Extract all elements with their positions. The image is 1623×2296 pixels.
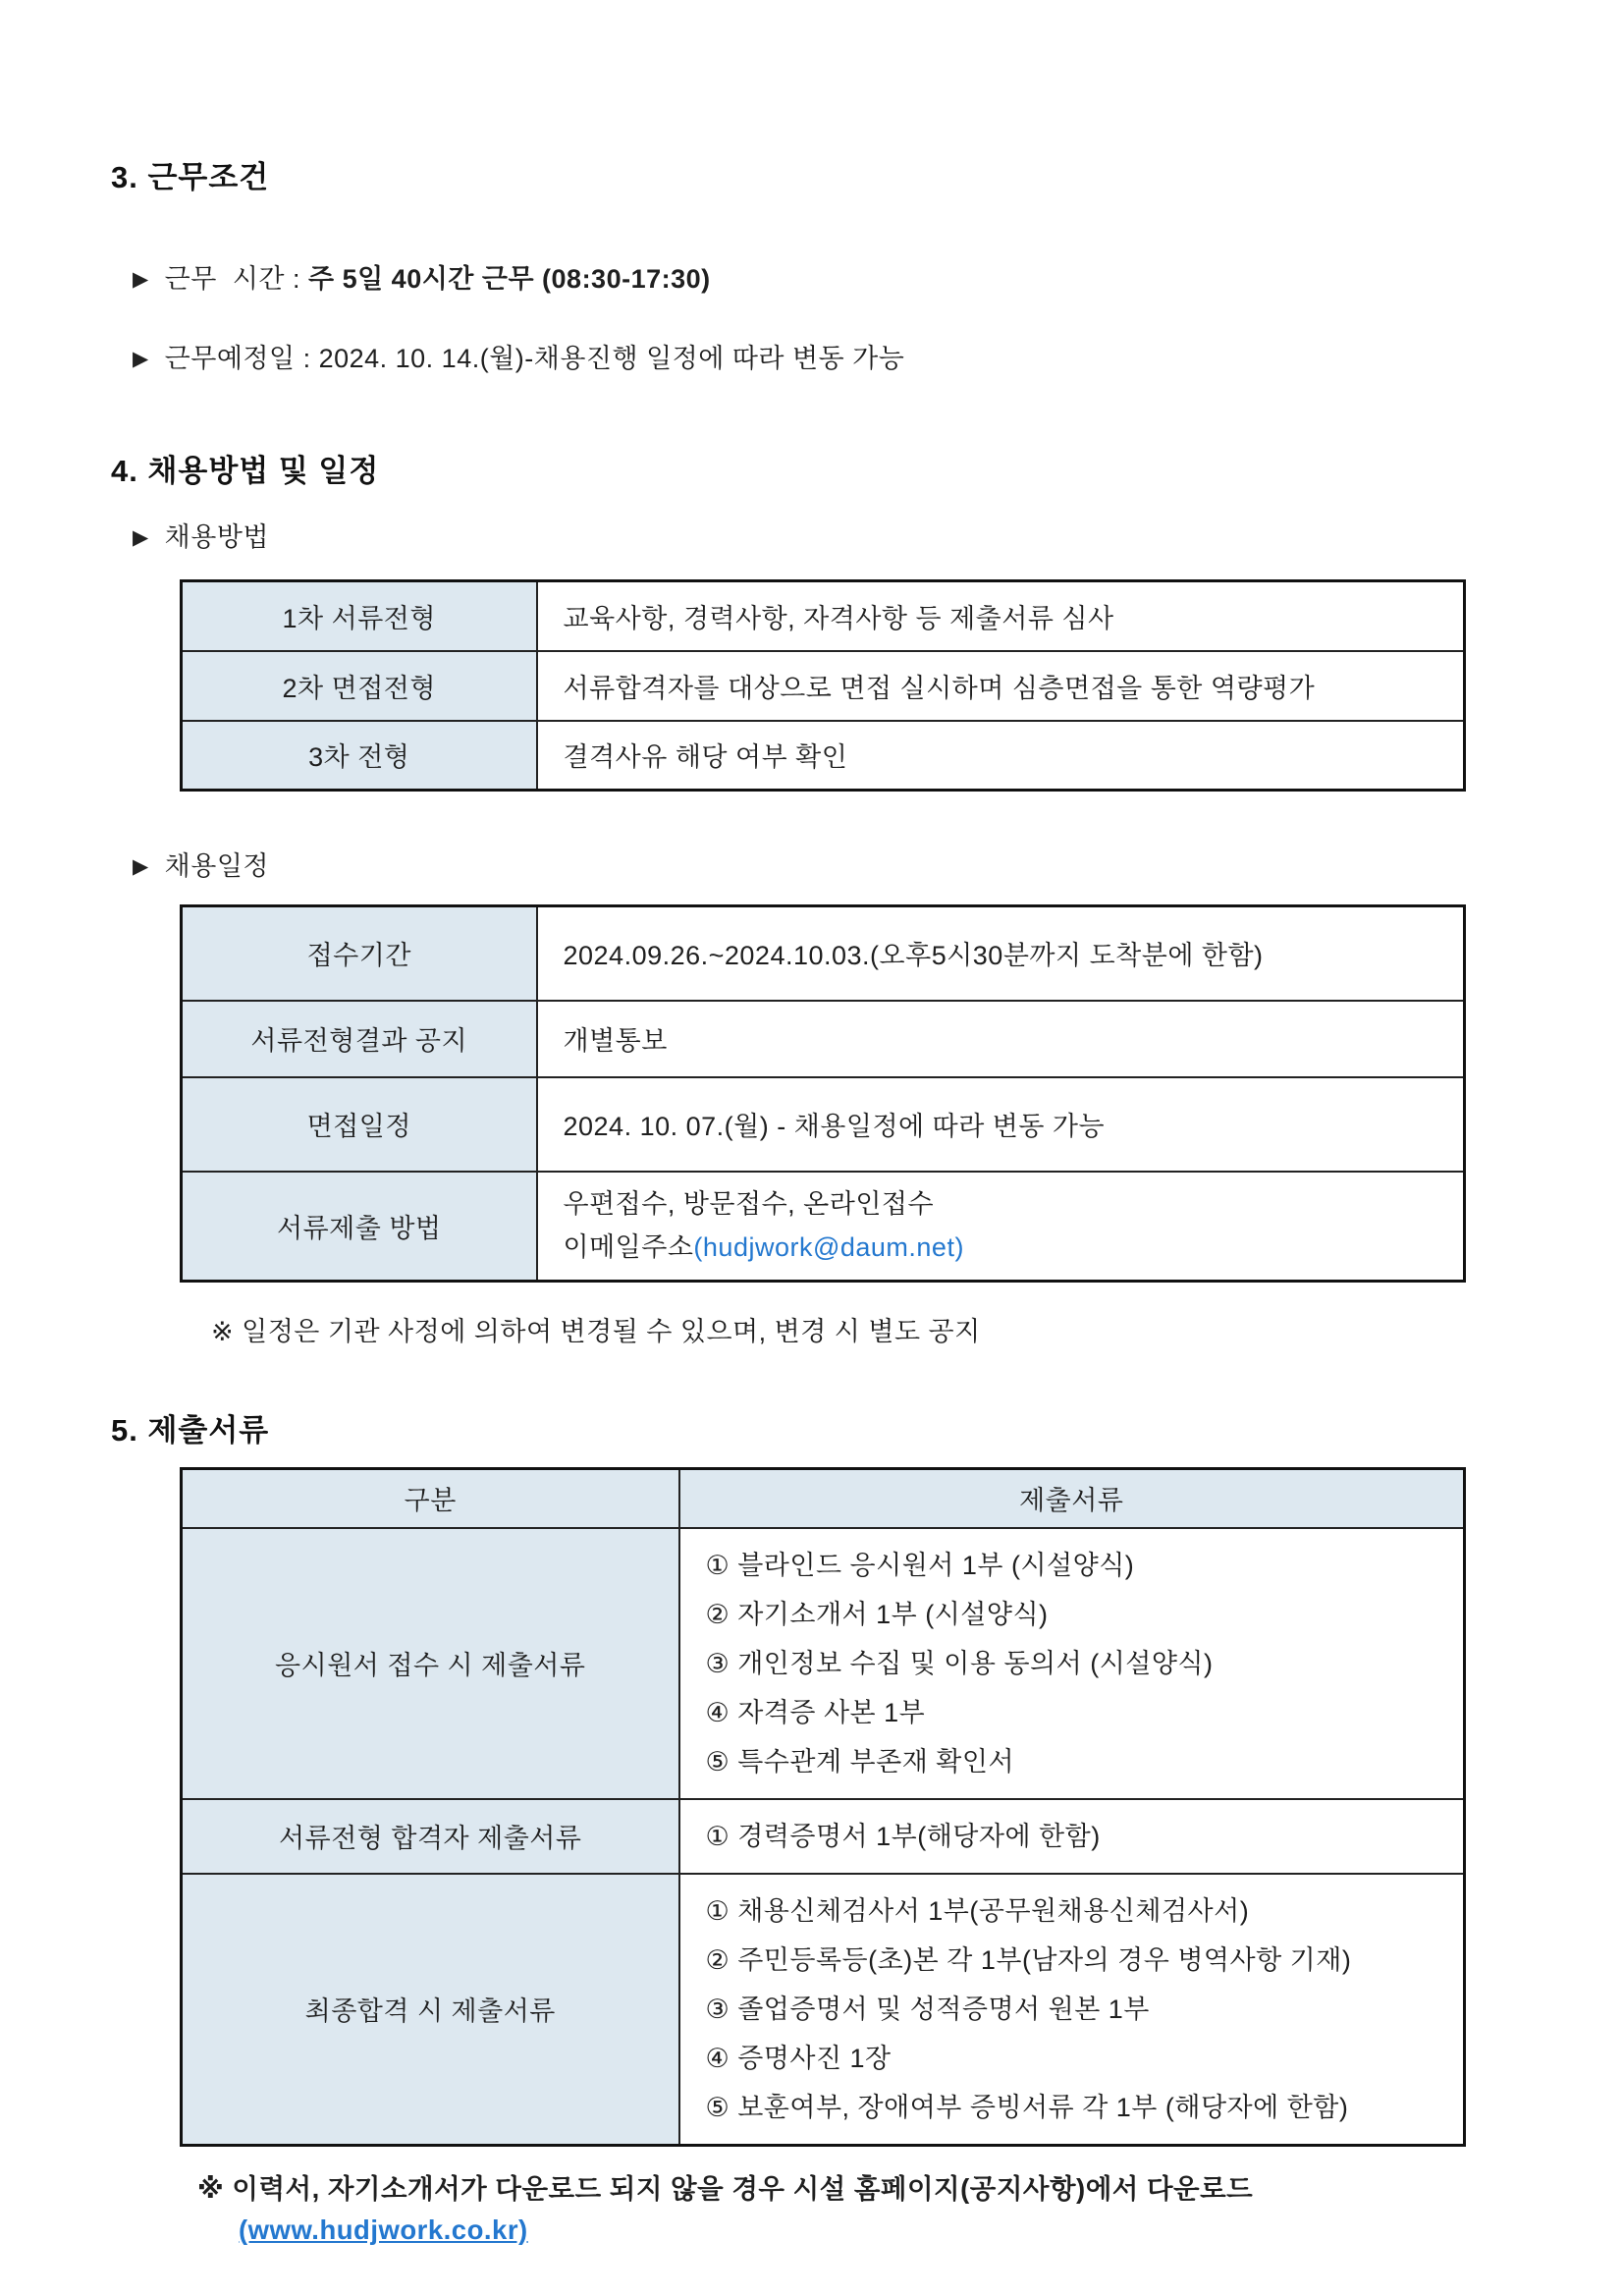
method-stage-label: 2차 면접전형 bbox=[182, 651, 537, 721]
method-stage-desc: 결격사유 해당 여부 확인 bbox=[537, 721, 1465, 791]
list-item: ④ 증명사진 1장 bbox=[705, 2043, 892, 2073]
schedule-label: 접수기간 bbox=[182, 906, 537, 1001]
list-item: ② 자기소개서 1부 (시설양식) bbox=[705, 1599, 1049, 1629]
table-row bbox=[182, 651, 1465, 721]
submission-items-cell bbox=[679, 1874, 1465, 2146]
table-row bbox=[182, 1077, 1465, 1172]
list-item: ③ 개인정보 수집 및 이용 동의서 (시설양식) bbox=[705, 1648, 1214, 1678]
schedule-label: 서류전형결과 공지 bbox=[182, 1001, 537, 1077]
column-header-documents: 제출서류 bbox=[679, 1469, 1465, 1528]
work-hours-line bbox=[133, 257, 1564, 296]
table-row bbox=[182, 1172, 1465, 1282]
section3-heading: 3. 근무조건 bbox=[111, 160, 270, 194]
download-note bbox=[197, 2168, 1564, 2251]
method-stage-desc: 교육사항, 경력사항, 자격사항 등 제출서류 심사 bbox=[537, 581, 1465, 651]
table-row bbox=[182, 1799, 1465, 1874]
list-item: ④ 자격증 사본 1부 bbox=[705, 1697, 926, 1727]
table-row bbox=[182, 721, 1465, 791]
schedule-desc bbox=[537, 1172, 1465, 1282]
schedule-label: 면접일정 bbox=[182, 1077, 537, 1172]
recruitment-schedule-table bbox=[180, 904, 1466, 1283]
column-header-category: 구분 bbox=[182, 1469, 679, 1528]
method-stage-desc: 서류합격자를 대상으로 면접 실시하며 심층면접을 통한 역량평가 bbox=[537, 651, 1465, 721]
table-row bbox=[182, 1528, 1465, 1799]
submission-documents-table bbox=[180, 1467, 1466, 2147]
method-subheading: 채용방법 bbox=[164, 522, 269, 552]
submission-category-label: 서류전형 합격자 제출서류 bbox=[182, 1799, 679, 1874]
table-row bbox=[182, 1001, 1465, 1077]
list-item: ① 채용신체검사서 1부(공무원채용신체검사서) bbox=[705, 1895, 1250, 1926]
schedule-subheading: 채용일정 bbox=[164, 851, 269, 881]
list-item: ① 경력증명서 1부(해당자에 한함) bbox=[705, 1821, 1101, 1851]
list-item: ⑤ 보훈여부, 장애여부 증빙서류 각 1부 (해당자에 한함) bbox=[705, 2092, 1349, 2122]
list-item: ② 주민등록등(초)본 각 1부(남자의 경우 병역사항 기재) bbox=[705, 1944, 1352, 1975]
section5-heading: 5. 제출서류 bbox=[111, 1413, 270, 1448]
triangle-bullet-icon: ▶ bbox=[133, 268, 149, 291]
work-hours-label: 근무 시간 : bbox=[164, 264, 308, 294]
email-prefix: 이메일주소 bbox=[563, 1232, 694, 1263]
triangle-bullet-icon: ▶ bbox=[133, 526, 149, 549]
schedule-subheading-line bbox=[133, 845, 1564, 883]
table-row bbox=[182, 1874, 1465, 2146]
triangle-bullet-icon: ▶ bbox=[133, 348, 149, 370]
list-item: ⑤ 특수관계 부존재 확인서 bbox=[705, 1746, 1015, 1777]
website-line bbox=[239, 2210, 1564, 2251]
schedule-desc: 2024.09.26.~2024.10.03.(오후5시30분까지 도착분에 한함) bbox=[537, 906, 1465, 1001]
method-stage-label: 1차 서류전형 bbox=[182, 581, 537, 651]
schedule-desc: 2024. 10. 07.(월) - 채용일정에 따라 변동 가능 bbox=[537, 1077, 1465, 1172]
schedule-change-note: ※ 일정은 기관 사정에 의하여 변경될 수 있으며, 변경 시 별도 공지 bbox=[211, 1317, 981, 1346]
table-row bbox=[182, 581, 1465, 651]
schedule-desc: 개별통보 bbox=[537, 1001, 1465, 1077]
triangle-bullet-icon: ▶ bbox=[133, 855, 149, 878]
section4-heading: 4. 채용방법 및 일정 bbox=[111, 454, 380, 488]
work-start-date-text: 근무예정일 : 2024. 10. 14.(월)-채용진행 일정에 따라 변동 가능 bbox=[164, 344, 905, 373]
work-start-date-line bbox=[133, 337, 1564, 375]
list-item: ③ 졸업증명서 및 성적증명서 원본 1부 bbox=[705, 1994, 1150, 2024]
list-item: ① 블라인드 응시원서 1부 (시설양식) bbox=[705, 1550, 1135, 1580]
method-subheading-line bbox=[133, 516, 1564, 554]
submission-category-label: 최종합격 시 제출서류 bbox=[182, 1874, 679, 2146]
table-row bbox=[182, 906, 1465, 1001]
recruitment-method-table bbox=[180, 579, 1466, 792]
submission-methods-text: 우편접수, 방문접수, 온라인접수 bbox=[563, 1189, 935, 1220]
method-stage-label: 3차 전형 bbox=[182, 721, 537, 791]
submission-category-label: 응시원서 접수 시 제출서류 bbox=[182, 1528, 679, 1799]
email-link[interactable]: (hudjwork@daum.net) bbox=[693, 1232, 964, 1263]
work-hours-value: 주 5일 40시간 근무 (08:30-17:30) bbox=[308, 264, 711, 294]
submission-items-cell bbox=[679, 1799, 1465, 1874]
table-header-row bbox=[182, 1469, 1465, 1528]
download-note-text: ※ 이력서, 자기소개서가 다운로드 되지 않을 경우 시설 홈페이지(공지사항)에서 다운로드 bbox=[197, 2172, 1254, 2204]
website-link[interactable]: (www.hudjwork.co.kr) bbox=[239, 2214, 528, 2245]
schedule-label: 서류제출 방법 bbox=[182, 1172, 537, 1282]
submission-items-cell bbox=[679, 1528, 1465, 1799]
email-line bbox=[564, 1226, 1464, 1269]
